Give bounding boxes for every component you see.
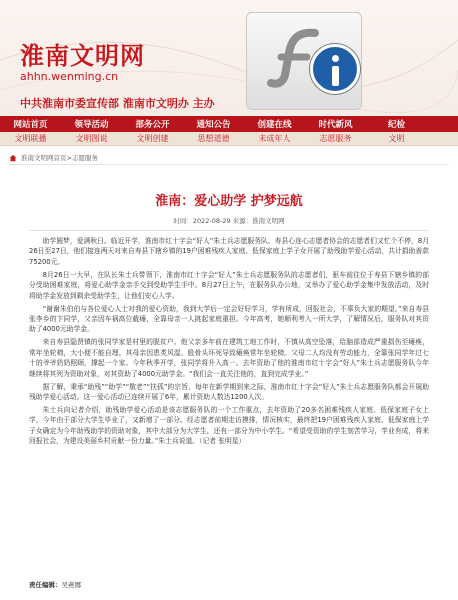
breadcrumb-home-link[interactable]: 淮南文明网首页 <box>21 154 67 162</box>
nav-item-home[interactable]: 网站首页 <box>13 120 48 130</box>
nav-item-public-affairs[interactable]: 部务公开 <box>135 120 170 130</box>
responsible-editor <box>29 580 81 589</box>
secondary-nav <box>0 132 458 146</box>
info-icon-dot <box>332 55 339 62</box>
article-paragraph: 据了解，秉承“助残”“助学”“敬老”“扶孤”的宗旨，每年在新学期到来之际，淮南市红十字会“好人”朱士兵志愿服务队都会开展助残助学爱心活动。这一爱心活动已连续开展了6年，累计资助人数达1200人次。 <box>29 382 429 402</box>
subnav-item-civilization[interactable]: 文明 <box>388 134 405 143</box>
subnav-item-minors[interactable]: 未成年人 <box>258 134 291 143</box>
subnav-item-morality[interactable]: 思想道德 <box>197 134 230 143</box>
nav-item-notices[interactable]: 通知公告 <box>196 120 231 130</box>
nav-item-new-customs[interactable]: 时代新风 <box>318 120 353 130</box>
article-paragraph: 助学圆梦，爱满秋日。临近开学，淮南市红十字会“好人”朱士兵志愿服务队、寿县心连心志愿者协会的志愿者们又忙个不停，8月26日至27日，他们接连两天对来自寿县下辖乡镇的19户困难残疾人家庭、低保家庭上学子女开展了助残助学爱心活动，共计捐助善款75200元。 <box>29 237 429 266</box>
site-header <box>0 0 458 116</box>
nav-item-creation-online[interactable]: 创建在线 <box>257 120 292 130</box>
divider <box>29 230 429 231</box>
breadcrumb-separator: > <box>66 153 72 162</box>
breadcrumb <box>9 151 449 165</box>
editor-name: 吴燕娜 <box>61 581 81 589</box>
primary-nav <box>0 116 458 132</box>
site-logo-title[interactable]: 淮南文明网 <box>20 41 145 70</box>
editor-label: 责任编辑： <box>29 581 62 589</box>
subnav-item-creation[interactable]: 文明创建 <box>136 134 169 143</box>
article <box>9 170 449 596</box>
site-url: ahhn.wenming.cn <box>20 70 119 83</box>
subnav-item-broadcast[interactable]: 文明联播 <box>14 134 47 143</box>
host-organization: 中共淮南市委宣传部 淮南市文明办 主办 <box>20 97 215 110</box>
article-paragraph: 来自寿县隐贤镇的张同学家是村里的脱贫户。他父亲多年前在建筑工地工作时，不慎从高空坠落，给脑部造成严重损伤至瘫痪，常年坐轮椅，大小便不能自理。其母亲因患类风湿、股骨头坏死导致瘫痪常年坐轮椅。父母二人均没有劳动能力，全靠张同学年过七十的爷爷奶奶照顾，撑起一个家。今年秋季开学，张同学将升入高一。去年资助了他的淮南市红十字会“好人”朱士兵志愿服务队今年继续将其列为资助对象，对其资助了4000元助学金。“我们会一直关注他的，直到完成学业。” <box>29 338 429 378</box>
breadcrumb-section-link[interactable]: 志愿服务 <box>71 154 98 162</box>
info-icon-bar <box>332 66 339 86</box>
nav-item-leaders[interactable]: 领导活动 <box>74 120 109 130</box>
article-body <box>29 236 429 449</box>
subnav-item-volunteer[interactable]: 志愿服务 <box>319 134 352 143</box>
home-icon <box>9 154 17 162</box>
article-paragraph: “谢谢朱伯伯与各位爱心人士对我的爱心资助，我到大学后一定会好好学习，学有所成，回报社会，不辜负大家的期望。”来自寿县张李乡的卞同学，父亲因车祸高位截瘫，全靠母亲一人挑起家庭重担。今年高考，她顺利考入一所大学，了解情况后，服务队对其资助了4000元助学金。 <box>29 304 429 334</box>
article-paragraph: 8月26日一大早，在队长朱士兵带领下，淮南市红十字会“好人”朱士兵志愿服务队的志愿者们，驱车前往位于寿县下辖乡镇的部分受助困难家庭，将爱心助学金亲手交到受助学生手中。8月27日上午，在服务队办公地，又举办了爱心助学金集中发放活动，及时将助学金发放到剩余受助学生，让他们安心入学。 <box>29 270 429 300</box>
article-meta: 时间：2022-08-29 来源：淮南文明网 <box>173 217 285 225</box>
info-icon[interactable] <box>310 44 360 94</box>
subnav-item-pictures[interactable]: 文明图说 <box>75 134 108 143</box>
nav-item-discipline[interactable]: 纪检 <box>387 120 405 130</box>
article-paragraph: 朱士兵向记者介绍，助残助学爱心活动是该志愿服务队的一个工作重点，去年资助了20多名困难残疾人家庭、低保家庭子女上学，今年由于部分大学生毕业了，又新增了一部分。经志愿者前期走访摸排，情况核实，最终把19户困难残疾人家庭、低保家庭上学子女确定为今年助残助学的资助对象，其中大部分为大学生，还有一部分为中小学生。“希望受资助的学生刻苦学习，学业有成，将来回报社会，为建设美丽乡村贡献一份力量。”朱士兵说道。（记者 张明星） <box>29 406 429 446</box>
article-title: 淮南：爱心助学 护梦远航 <box>155 194 303 209</box>
